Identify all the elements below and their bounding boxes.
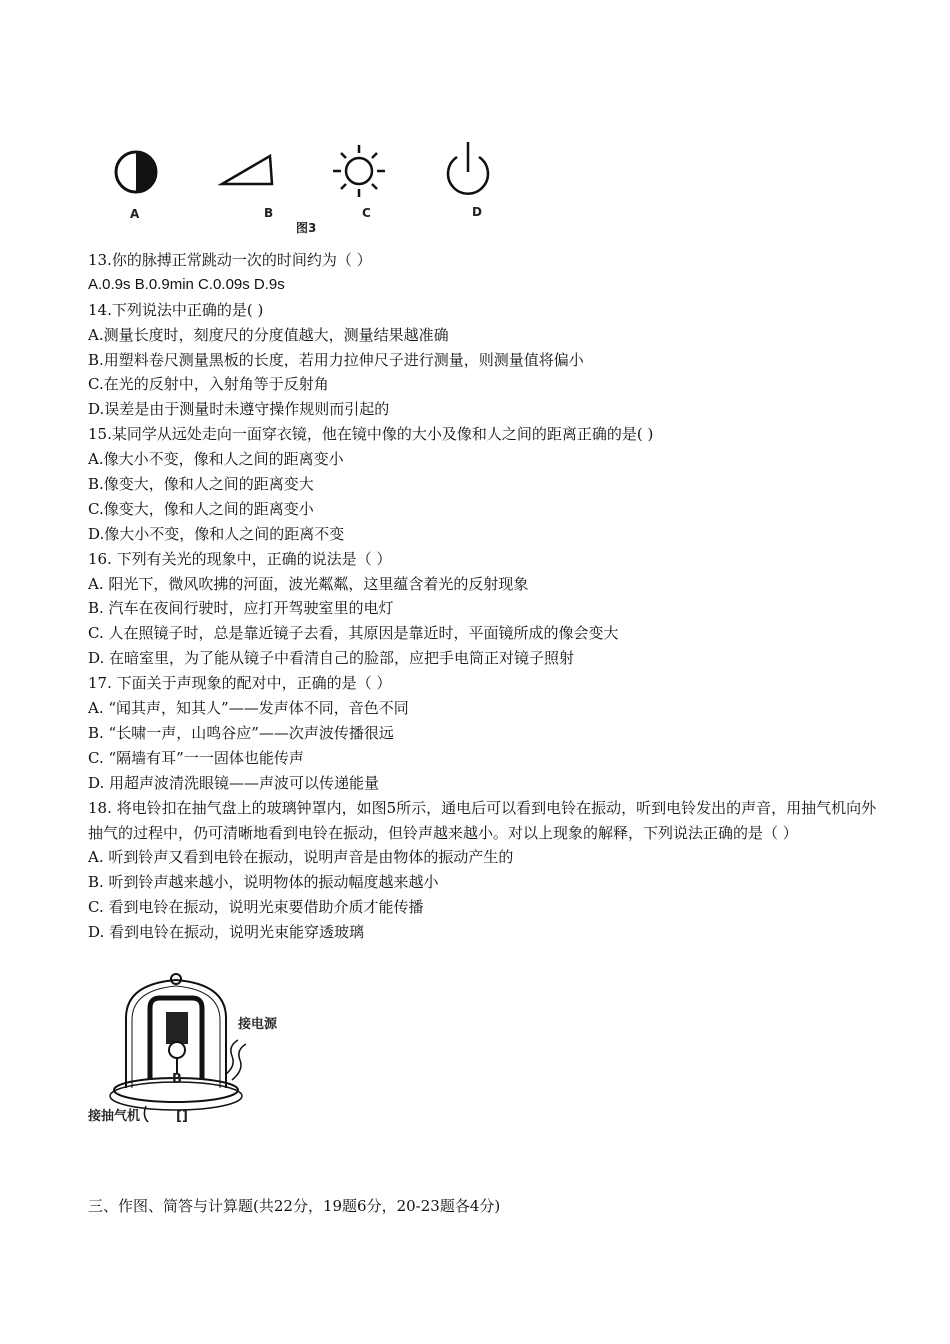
figure-5-mark: [] — [176, 1109, 188, 1124]
q17-option-a: A. “闻其声，知其人”——发声体不同，音色不同 — [88, 699, 409, 718]
q18-option-b: B. 听到铃声越来越小，说明物体的振动幅度越来越小 — [88, 873, 439, 892]
figure-5-bell-jar — [86, 970, 296, 1130]
q14-option-c: C.在光的反射中，入射角等于反射角 — [88, 375, 329, 394]
label-c: C — [362, 206, 371, 220]
q16-option-d: D. 在暗室里，为了能从镜子中看清自己的脸部，应把手电筒正对镜子照射 — [88, 649, 575, 668]
section-3-title: 三、作图、简答与计算题(共22分，19题6分，20-23题各4分) — [88, 1197, 501, 1215]
q17-option-c: C. “隔墙有耳”一一固体也能传声 — [88, 748, 304, 767]
q16-option-a: A. 阳光下，微风吹拂的河面，波光粼粼，这里蕴含着光的反射现象 — [88, 574, 529, 593]
power-wires-icon — [226, 1040, 246, 1080]
q18-option-a: A. 听到铃声又看到电铃在振动，说明声音是由物体的振动产生的 — [88, 848, 514, 867]
symbol-c-sun — [333, 145, 385, 197]
q15-stem: 15.某同学从远处走向一面穿衣镜，他在镜中像的大小及像和人之间的距离正确的是( ) — [88, 425, 654, 444]
q15-option-c: C.像变大，像和人之间的距离变小 — [88, 499, 314, 518]
q17-option-d: D. 用超声波清洗眼镜——声波可以传递能量 — [88, 773, 380, 792]
q15-option-b: B.像变大，像和人之间的距离变大 — [88, 475, 314, 494]
pump-label: 接抽气机 — [88, 1109, 141, 1124]
q14-option-a: A.测量长度时，刻度尺的分度值越大，测量结果越准确 — [88, 325, 449, 344]
q17-stem: 17. 下面关于声现象的配对中，正确的是（ ） — [88, 674, 392, 693]
label-b: B — [264, 206, 274, 220]
bell-mark: B — [172, 1072, 182, 1087]
q13-options: A.0.9s B.0.9min C.0.09s D.9s — [88, 275, 285, 293]
q18-option-d: D. 看到电铃在振动，说明光束能穿透玻璃 — [88, 923, 365, 942]
figure-3-caption: 图3 — [296, 221, 317, 235]
q13-stem: 13.你的脉搏正常跳动一次的时间约为（ ） — [88, 251, 372, 269]
q16-stem: 16. 下列有关光的现象中，正确的说法是（ ） — [88, 549, 392, 568]
symbol-b-triangle — [222, 156, 272, 184]
questions-block — [88, 248, 878, 945]
q16-option-b: B. 汽车在夜间行驶时，应打开驾驶室里的电灯 — [88, 599, 394, 618]
q18-option-c: C. 看到电铃在振动，说明光束要借助介质才能传播 — [88, 898, 424, 917]
q14-stem: 14.下列说法中正确的是( ) — [88, 300, 264, 319]
electric-bell-icon — [150, 998, 202, 1087]
figure-3 — [100, 120, 520, 240]
q16-option-c: C. 人在照镜子时，总是靠近镜子去看，其原因是靠近时，平面镜所成的像会变大 — [88, 624, 619, 643]
q15-option-d: D.像大小不变，像和人之间的距离不变 — [88, 524, 345, 543]
symbol-d-power — [448, 142, 488, 194]
q17-option-b: B. “长啸一声，山鸣谷应”——次声波传播很远 — [88, 723, 394, 742]
power-label: 接电源 — [238, 1017, 278, 1032]
symbol-a-half-circle — [116, 152, 156, 192]
q15-option-a: A.像大小不变，像和人之间的距离变小 — [88, 450, 344, 469]
label-a: A — [130, 207, 140, 221]
q14-option-b: B.用塑料卷尺测量黑板的长度，若用力拉伸尺子进行测量，则测量值将偏小 — [88, 350, 584, 369]
q18-stem: 18. 将电铃扣在抽气盘上的玻璃钟罩内，如图5所示，通电后可以看到电铃在振动，听到电铃发出的声音，用抽气机向外抽气的过程中，仍可清晰地看到电铃在振动，但铃声越来越小。对以上现象的解释，下列说法正确的是（ ） — [88, 798, 877, 842]
q14-option-d: D.误差是由于测量时未遵守操作规则而引起的 — [88, 400, 390, 419]
label-d: D — [472, 205, 482, 219]
